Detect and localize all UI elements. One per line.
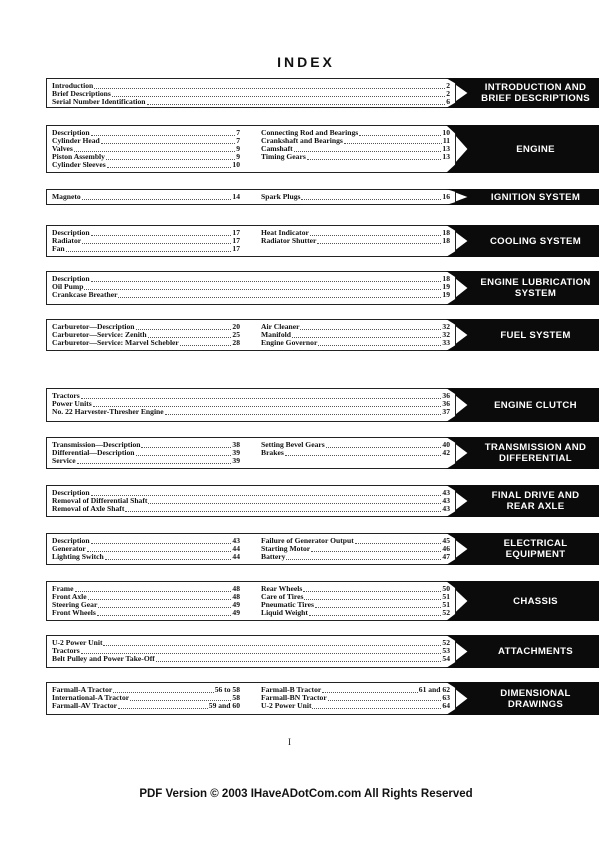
dot-leader	[317, 238, 441, 244]
index-entry	[261, 441, 450, 449]
index-entry	[261, 609, 450, 617]
entry-title: Removal of Axle Shaft	[52, 503, 125, 513]
entry-title: Camshaft	[261, 143, 293, 153]
entry-column	[261, 129, 450, 161]
index-entry	[52, 339, 240, 347]
dot-leader	[355, 538, 442, 544]
dot-leader	[107, 162, 232, 168]
dot-leader	[97, 610, 232, 616]
entry-title: Farmall-B Tractor	[261, 685, 322, 694]
entry-page: 17	[232, 228, 240, 237]
dot-leader	[147, 99, 446, 105]
entry-title: Starting Motor	[261, 543, 311, 553]
dot-leader	[315, 602, 441, 608]
entry-page: 19	[442, 281, 450, 291]
index-section	[46, 125, 599, 173]
entry-title: Farmall-AV Tractor	[52, 700, 118, 710]
dot-leader	[292, 332, 441, 338]
entry-page: 43	[442, 488, 450, 497]
entry-title: Description	[52, 228, 90, 237]
entry-column	[261, 537, 450, 561]
entry-page: 53	[442, 645, 450, 655]
dot-leader	[304, 594, 441, 600]
section-label: ENGINE LUBRICATION SYSTEM	[480, 277, 591, 299]
dot-leader	[82, 238, 231, 244]
entry-page: 25	[232, 329, 240, 339]
index-entry	[261, 449, 450, 457]
entry-column	[52, 537, 240, 561]
dot-leader	[328, 695, 442, 701]
entry-title: Manifold	[261, 329, 291, 339]
dot-leader	[81, 393, 442, 399]
dot-leader	[136, 450, 232, 456]
entry-page: 47	[442, 551, 450, 561]
dot-leader	[294, 146, 442, 152]
entry-title: Service	[52, 455, 76, 465]
index-entry	[52, 98, 450, 106]
entry-column	[52, 82, 450, 106]
dot-leader	[82, 194, 232, 200]
index-entry	[261, 237, 450, 245]
section-entries	[46, 125, 456, 173]
dot-leader	[81, 648, 442, 654]
index-entry	[52, 237, 240, 245]
entry-title: Serial Number Identification	[52, 96, 146, 106]
entry-page: 43	[442, 495, 450, 505]
index-entry	[261, 339, 450, 347]
section-label: FUEL SYSTEM	[500, 329, 571, 341]
entry-page: 40	[442, 440, 450, 449]
dot-leader	[106, 154, 235, 160]
index-section	[46, 533, 599, 565]
dot-leader	[118, 703, 208, 709]
entry-column	[261, 193, 450, 201]
entry-page: 64	[442, 700, 450, 710]
dot-leader	[91, 276, 442, 282]
entry-title: Magneto	[52, 192, 81, 201]
entry-column	[261, 323, 450, 347]
entry-page: 39	[232, 455, 240, 465]
dot-leader	[286, 554, 441, 560]
entry-title: Carburetor—Service: Zenith	[52, 329, 147, 339]
dot-leader	[318, 340, 441, 346]
dot-leader	[84, 284, 441, 290]
dot-leader	[309, 610, 441, 616]
dot-leader	[180, 340, 232, 346]
index-entry	[52, 137, 240, 145]
dot-leader	[94, 83, 445, 89]
entry-page: 32	[442, 322, 450, 331]
entry-page: 49	[232, 607, 240, 617]
index-section	[46, 635, 599, 668]
dot-leader	[141, 442, 231, 448]
dot-leader	[307, 154, 442, 160]
dot-leader	[93, 401, 442, 407]
entry-page: 43	[232, 536, 240, 545]
section-label: ELECTRICAL EQUIPMENT	[503, 538, 568, 560]
entry-page: 10	[232, 159, 240, 169]
entry-title: Differential—Description	[52, 447, 135, 457]
section-label: COOLING SYSTEM	[489, 235, 582, 247]
index-entry	[261, 702, 450, 710]
entry-page: 2	[446, 88, 450, 98]
index-section	[46, 189, 599, 205]
dot-leader	[87, 546, 232, 552]
entry-title: International-A Tractor	[52, 692, 130, 702]
section-label: FINAL DRIVE AND REAR AXLE	[491, 490, 580, 512]
entry-page: 51	[442, 599, 450, 609]
entry-title: Setting Bevel Gears	[261, 440, 325, 449]
index-entry	[52, 392, 450, 400]
entry-title: No. 22 Harvester-Thresher Engine	[52, 406, 164, 416]
section-entries	[46, 271, 456, 305]
entry-page: 43	[442, 503, 450, 513]
dot-leader	[91, 538, 232, 544]
index-entry	[52, 161, 240, 169]
index-section	[46, 225, 599, 257]
entry-title: Rear Wheels	[261, 584, 303, 593]
index-entry	[261, 153, 450, 161]
index-section	[46, 271, 599, 305]
entry-column	[52, 129, 240, 169]
index-entry	[52, 193, 240, 201]
entry-page: 9	[236, 143, 240, 153]
entry-column	[52, 585, 240, 617]
entry-title: Valves	[52, 143, 73, 153]
dot-leader	[148, 332, 232, 338]
index-entry	[261, 553, 450, 561]
entry-page: 56 to 58	[214, 685, 240, 694]
entry-title: Crankcase Breather	[52, 289, 118, 299]
dot-leader	[101, 138, 235, 144]
index-entry	[52, 505, 450, 513]
dot-leader	[112, 91, 445, 97]
entry-title: Carburetor—Service: Marvel Schebler	[52, 337, 179, 347]
entry-title: U-2 Power Unit	[261, 700, 312, 710]
entry-column	[52, 193, 240, 201]
section-label: DIMENSIONAL DRAWINGS	[500, 687, 571, 710]
entry-title: Pneumatic Tires	[261, 599, 314, 609]
dot-leader	[91, 130, 236, 136]
index-section	[46, 581, 599, 621]
index-entry	[52, 553, 240, 561]
entry-title: Tractors	[52, 391, 80, 400]
entry-title: Care of Tires	[261, 591, 304, 601]
section-entries	[46, 533, 456, 565]
entry-title: Heat Indicator	[261, 228, 309, 237]
index-entry	[261, 193, 450, 201]
dot-leader	[303, 586, 441, 592]
entry-title: Oil Pump	[52, 281, 84, 291]
entry-page: 20	[232, 322, 240, 331]
entry-title: Brief Descriptions	[52, 88, 111, 98]
index-entry	[52, 655, 450, 663]
section-label: INTRODUCTION AND BRIEF DESCRIPTIONS	[481, 82, 590, 104]
entry-title: Failure of Generator Output	[261, 536, 354, 545]
section-entries	[46, 485, 456, 517]
entry-page: 17	[232, 235, 240, 245]
entry-title: Description	[52, 536, 90, 545]
entry-page: 2	[446, 81, 450, 90]
entry-page: 13	[442, 151, 450, 161]
entry-page: 45	[442, 536, 450, 545]
entry-title: Description	[52, 488, 90, 497]
dot-leader	[77, 458, 232, 464]
entry-title: Description	[52, 128, 90, 137]
index-section	[46, 319, 599, 351]
index-section	[46, 682, 599, 715]
section-entries	[46, 388, 456, 422]
entry-page: 48	[232, 591, 240, 601]
index-entry	[52, 82, 450, 90]
section-label: ENGINE CLUTCH	[494, 399, 577, 411]
entry-page: 54	[442, 653, 450, 663]
entry-column	[52, 392, 450, 416]
copyright-footer: PDF Version © 2003 IHaveADotCom.com All Rights Reserved	[139, 788, 473, 800]
entry-page: 16	[442, 192, 450, 201]
entry-title: Fan	[52, 243, 65, 253]
section-entries	[46, 319, 456, 351]
entry-column	[52, 489, 450, 513]
entry-page: 11	[442, 135, 450, 145]
entry-column	[52, 639, 450, 663]
dot-leader	[105, 554, 232, 560]
dot-leader	[156, 656, 442, 662]
entry-title: Front Wheels	[52, 607, 96, 617]
entry-column	[52, 686, 240, 710]
entry-page: 38	[232, 440, 240, 449]
dot-leader	[359, 130, 441, 136]
entry-page: 63	[442, 692, 450, 702]
entry-page: 18	[442, 228, 450, 237]
index-entry	[52, 449, 240, 457]
section-label: CHASSIS	[513, 595, 558, 607]
entry-title: Description	[52, 274, 90, 283]
entry-page: 52	[442, 638, 450, 647]
entry-title: Farmall-A Tractor	[52, 685, 113, 694]
index-entry	[261, 545, 450, 553]
dot-leader	[74, 146, 235, 152]
entry-page: 44	[232, 551, 240, 561]
entry-title: U-2 Power Unit	[52, 638, 103, 647]
entry-title: Generator	[52, 543, 86, 553]
dot-leader	[344, 138, 442, 144]
dot-leader	[326, 442, 442, 448]
entry-page: 18	[442, 235, 450, 245]
entry-page: 19	[442, 289, 450, 299]
entry-title: Brakes	[261, 447, 284, 457]
entry-column	[52, 323, 240, 347]
entry-page: 39	[232, 447, 240, 457]
entry-column	[261, 229, 450, 245]
entry-page: 36	[442, 391, 450, 400]
index-entry	[52, 639, 450, 647]
entry-page: 61 and 62	[418, 685, 450, 694]
section-entries	[46, 78, 456, 108]
entry-page: 37	[442, 406, 450, 416]
index-entry	[52, 291, 450, 299]
entry-title: Piston Assembly	[52, 151, 105, 161]
entry-title: Connecting Rod and Bearings	[261, 128, 359, 137]
entry-page: 9	[236, 151, 240, 161]
entry-title: Cylinder Sleeves	[52, 159, 106, 169]
entry-title: Tractors	[52, 645, 80, 655]
entry-title: Timing Gears	[261, 151, 306, 161]
entry-title: Radiator	[52, 235, 82, 245]
entry-page: 44	[232, 543, 240, 553]
entry-page: 52	[442, 607, 450, 617]
section-label: IGNITION SYSTEM	[490, 191, 581, 203]
entry-page: 18	[442, 274, 450, 283]
entry-page: 59 and 60	[208, 700, 240, 710]
entry-column	[261, 441, 450, 457]
entry-column	[261, 585, 450, 617]
entry-title: Belt Pulley and Power Take-Off	[52, 653, 155, 663]
dot-leader	[91, 230, 232, 236]
entry-title: Power Units	[52, 398, 92, 408]
entry-page: 6	[446, 96, 450, 106]
index-section	[46, 78, 599, 108]
dot-leader	[310, 230, 442, 236]
entry-title: Removal of Differential Shaft	[52, 495, 148, 505]
dot-leader	[125, 506, 441, 512]
dot-leader	[285, 450, 442, 456]
dot-leader	[98, 602, 231, 608]
dot-leader	[301, 194, 441, 200]
dot-leader	[148, 498, 441, 504]
dot-leader	[311, 546, 441, 552]
entry-page: 7	[236, 128, 240, 137]
section-entries	[46, 635, 456, 668]
dot-leader	[118, 292, 441, 298]
entry-page: 36	[442, 398, 450, 408]
section-label: ATTACHMENTS	[498, 646, 573, 657]
entry-column	[52, 275, 450, 299]
entry-title: Front Axle	[52, 591, 87, 601]
entry-page: 48	[232, 584, 240, 593]
index-section	[46, 437, 599, 469]
entry-title: Carburetor—Description	[52, 322, 135, 331]
entry-page: 14	[232, 192, 240, 201]
dot-leader	[88, 594, 232, 600]
entry-page: 51	[442, 591, 450, 601]
entry-page: 32	[442, 329, 450, 339]
entry-title: Crankshaft and Bearings	[261, 135, 343, 145]
dot-leader	[103, 640, 441, 646]
page-title: INDEX	[277, 54, 335, 70]
entry-page: 10	[442, 128, 450, 137]
section-label: TRANSMISSION AND DIFFERENTIAL	[484, 442, 587, 464]
dot-leader	[66, 246, 232, 252]
entry-title: Battery	[261, 551, 286, 561]
entry-title: Transmission—Description	[52, 440, 141, 449]
index-entry	[52, 609, 240, 617]
index-section	[46, 485, 599, 517]
section-entries	[46, 682, 456, 715]
entry-column	[52, 441, 240, 465]
entry-page: 17	[232, 243, 240, 253]
entry-title: Spark Plugs	[261, 192, 301, 201]
index-entry	[52, 457, 240, 465]
entry-page: 42	[442, 447, 450, 457]
entry-page: 33	[442, 337, 450, 347]
entry-page: 7	[236, 135, 240, 145]
entry-title: Introduction	[52, 81, 94, 90]
dot-leader	[312, 703, 441, 709]
section-entries	[46, 437, 456, 469]
index-section	[46, 388, 599, 422]
index-entry	[52, 245, 240, 253]
entry-page: 28	[232, 337, 240, 347]
entry-page: 58	[232, 692, 240, 702]
entry-page: 50	[442, 584, 450, 593]
section-entries	[46, 225, 456, 257]
section-entries	[46, 581, 456, 621]
entry-page: 13	[442, 143, 450, 153]
entry-title: Lighting Switch	[52, 551, 104, 561]
entry-title: Radiator Shutter	[261, 235, 317, 245]
page-number: I	[288, 737, 291, 747]
dot-leader	[322, 687, 418, 693]
entry-title: Farmall-BN Tractor	[261, 692, 327, 702]
entry-column	[52, 229, 240, 253]
entry-column	[261, 686, 450, 710]
dot-leader	[300, 324, 441, 330]
dot-leader	[136, 324, 232, 330]
index-entry	[52, 275, 450, 283]
section-label: ENGINE	[516, 143, 555, 155]
dot-leader	[75, 586, 232, 592]
entry-title: Frame	[52, 584, 74, 593]
entry-title: Steering Gear	[52, 599, 98, 609]
dot-leader	[130, 695, 231, 701]
dot-leader	[165, 409, 442, 415]
entry-title: Liquid Weight	[261, 607, 308, 617]
index-entry	[52, 702, 240, 710]
entry-page: 46	[442, 543, 450, 553]
entry-title: Cylinder Head	[52, 135, 100, 145]
section-entries	[46, 189, 456, 205]
entry-title: Air Cleaner	[261, 322, 300, 331]
entry-title: Engine Governor	[261, 337, 318, 347]
entry-page: 49	[232, 599, 240, 609]
index-entry	[52, 408, 450, 416]
